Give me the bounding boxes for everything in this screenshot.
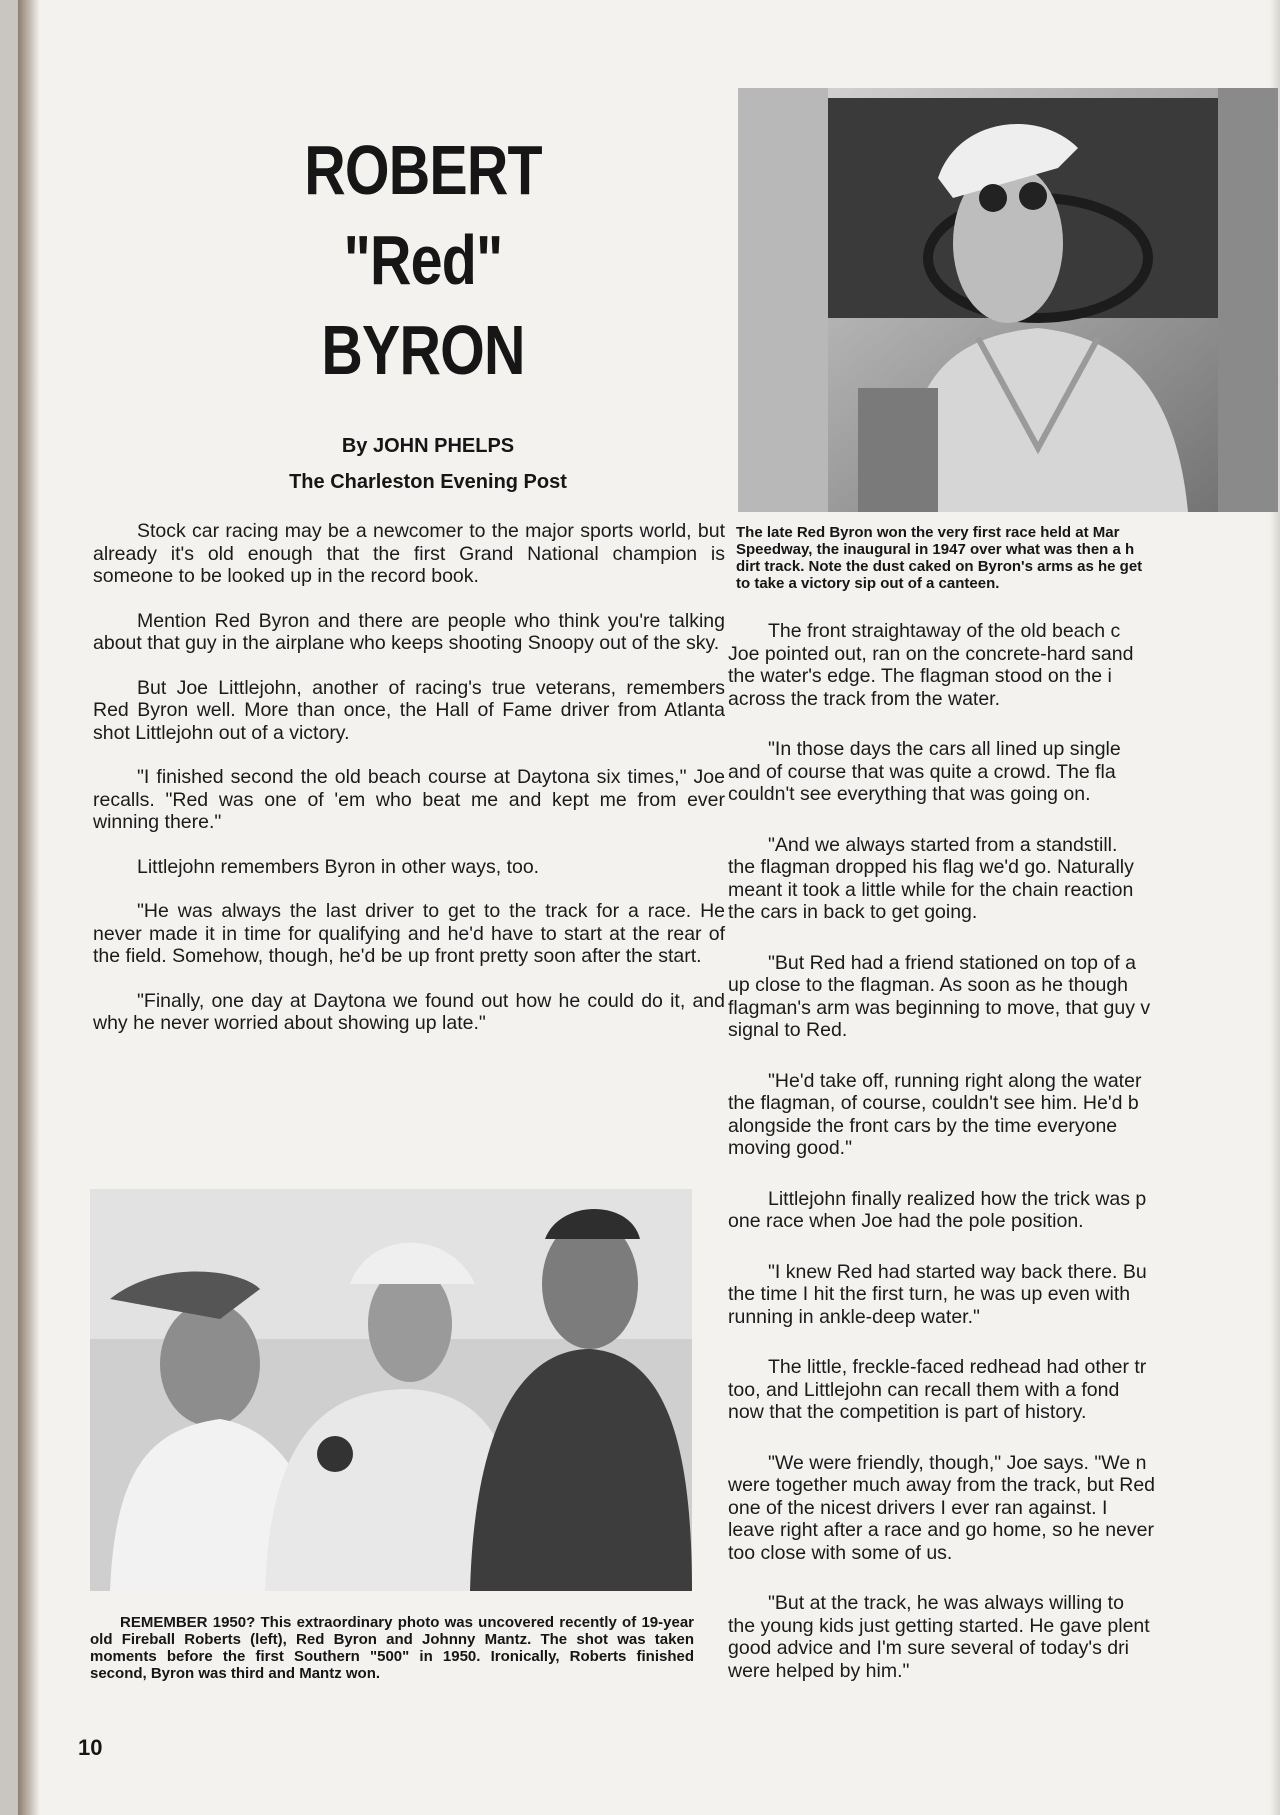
- text-line: meant it took a little while for the chain reaction: [728, 878, 1134, 901]
- byline: By JOHN PHELPS: [341, 435, 515, 457]
- paragraph: [728, 834, 1280, 924]
- paragraph: "Finally, one day at Daytona we found out how he could do it, and why he never worried about showing up late.": [93, 989, 725, 1034]
- text-line: up close to the flagman. As soon as he though: [728, 974, 1129, 996]
- paragraph: [728, 952, 1280, 1042]
- text-line: were helped by him.": [728, 1659, 910, 1682]
- text-line: "But at the track, he was always willing to: [768, 1592, 1124, 1614]
- text-line: the cars in back to get going.: [728, 901, 978, 923]
- magazine-page: [18, 0, 1280, 1815]
- text-line: leave right after a race and go home, so he never: [728, 1519, 1155, 1541]
- left-column: [93, 520, 725, 1057]
- text-line: the flagman, of course, couldn't see him. He'd b: [728, 1092, 1139, 1114]
- title-line-1: ROBERT: [304, 131, 542, 209]
- paragraph: "He was always the last driver to get to the track for a race. He never made it in time for qualifying and he'd have to start at the rear of the field. Somehow, though, he'd be up front pretty soon after the start.: [93, 900, 725, 967]
- text-line: couldn't see everything that was going on.: [728, 783, 1091, 805]
- title-line-2: "Red": [343, 221, 503, 299]
- caption-top-line: The late Red Byron won the very first race held at Mar: [736, 524, 1120, 541]
- photo-three-drivers-image: [90, 1189, 692, 1591]
- text-line: The front straightaway of the old beach c: [768, 620, 1121, 642]
- text-line: Littlejohn finally realized how the trick was p: [768, 1187, 1147, 1210]
- page-number: 10: [78, 1735, 103, 1760]
- right-column: [728, 620, 1280, 1710]
- text-line: "In those days the cars all lined up single: [768, 738, 1121, 760]
- paragraph: But Joe Littlejohn, another of racing's true veterans, remembers Red Byron well. More than once, the Hall of Fame driver from Atlanta shot Littlejohn out of a victory.: [93, 676, 725, 744]
- paragraph: [728, 1188, 1280, 1233]
- byline-block: [218, 428, 638, 500]
- text-line: the water's edge. The flagman stood on the i: [728, 665, 1112, 687]
- paragraph: [728, 1592, 1280, 1682]
- text-line: The little, freckle-faced redhead had other tr: [768, 1356, 1147, 1378]
- paragraph: "I finished second the old beach course at Daytona six times," Joe recalls. "Red was one of 'em who beat me and kept me from ever winning there.": [93, 766, 725, 833]
- text-line: signal to Red.: [728, 1019, 848, 1041]
- page-spine: [18, 0, 40, 1815]
- caption-bottom: REMEMBER 1950? This extraordinary photo was uncovered recently of 19-year old Fireball Roberts (left), Red Byron and Johnny Mantz. The shot was taken moments before the first Southern "500" in 1950. Ironically, Roberts finished second, Byron was third and Mantz won.: [90, 1614, 694, 1682]
- text-line: and of course that was quite a crowd. The fla: [728, 760, 1116, 783]
- photo-red-byron-in-car-image: [738, 88, 1278, 512]
- publication: The Charleston Evening Post: [289, 471, 567, 493]
- title-line-3: BYRON: [321, 311, 525, 389]
- paragraph: [728, 620, 1280, 710]
- text-line: running in ankle-deep water.": [728, 1305, 980, 1328]
- text-line: across the track from the water.: [728, 687, 1001, 710]
- paragraph: Mention Red Byron and there are people who think you're talking about that guy in the airplane who keeps shooting Snoopy out of the sky.: [93, 609, 725, 654]
- text-line: the flagman dropped his flag we'd go. Naturally: [728, 856, 1134, 878]
- text-line: too close with some of us.: [728, 1541, 953, 1564]
- article-title: [288, 125, 559, 395]
- text-line: the young kids just getting started. He gave plent: [728, 1614, 1150, 1637]
- text-line: "But Red had a friend stationed on top of a: [768, 951, 1136, 974]
- text-line: "We were friendly, though," Joe says. "We n: [768, 1451, 1147, 1474]
- paragraph: [728, 1452, 1280, 1565]
- paragraph: [728, 1356, 1280, 1424]
- text-line: "And we always started from a standstill.: [768, 833, 1118, 856]
- text-line: "I knew Red had started way back there. Bu: [768, 1260, 1147, 1283]
- text-line: alongside the front cars by the time everyone: [728, 1114, 1118, 1137]
- text-line: moving good.": [728, 1137, 852, 1159]
- caption-top-line: dirt track. Note the dust caked on Byron's arms as he get: [736, 558, 1143, 575]
- text-line: good advice and I'm sure several of today's dri: [728, 1637, 1129, 1659]
- caption-top-line: Speedway, the inaugural in 1947 over what was then a h: [736, 541, 1135, 558]
- text-line: now that the competition is part of history.: [728, 1401, 1087, 1423]
- text-line: the time I hit the first turn, he was up even with: [728, 1283, 1131, 1305]
- paragraph: [728, 738, 1280, 806]
- photo-red-byron-in-car: [738, 88, 1278, 512]
- text-line: Joe pointed out, ran on the concrete-hard sand: [728, 642, 1134, 665]
- paragraph: [728, 1261, 1280, 1329]
- paragraph: Littlejohn remembers Byron in other ways, too.: [137, 855, 540, 878]
- caption-top: [736, 524, 1280, 592]
- caption-top-line: to take a victory sip out of a canteen.: [736, 575, 1000, 592]
- text-line: too, and Littlejohn can recall them with a fond: [728, 1378, 1120, 1401]
- photo-three-drivers: [90, 1189, 692, 1591]
- text-line: one of the nicest drivers I ever ran against. I: [728, 1496, 1108, 1519]
- text-line: were together much away from the track, but Red: [728, 1474, 1156, 1496]
- paragraph: [728, 1070, 1280, 1160]
- paragraph: Stock car racing may be a newcomer to the major sports world, but already it's old enough that the first Grand National champion is someone to be looked up in the record book.: [93, 520, 725, 587]
- text-line: flagman's arm was beginning to move, that guy v: [728, 996, 1151, 1019]
- text-line: "He'd take off, running right along the water: [768, 1069, 1142, 1092]
- text-line: one race when Joe had the pole position.: [728, 1210, 1084, 1232]
